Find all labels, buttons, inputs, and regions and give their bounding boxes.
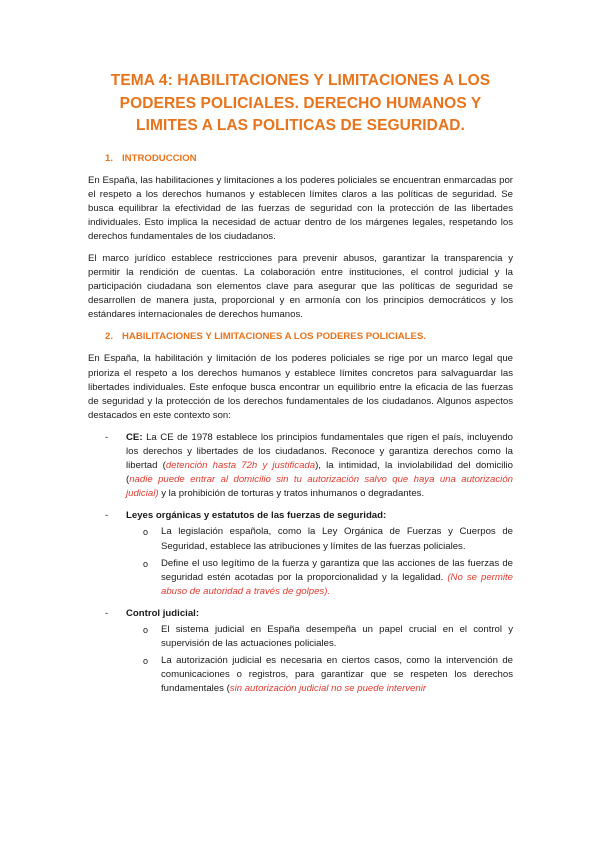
section-heading-habilitaciones bbox=[105, 330, 513, 344]
sub-list-item bbox=[126, 525, 513, 553]
dash-bullet: - bbox=[105, 431, 109, 443]
list-item-control-judicial bbox=[88, 607, 513, 697]
circle-bullet: o bbox=[143, 656, 149, 667]
circle-bullet: o bbox=[143, 625, 149, 636]
sub-item-text: El sistema judicial en España desempeña un papel crucial en el control y supervisión de las actuaciones policiales. bbox=[161, 624, 513, 650]
sub-list-item bbox=[126, 557, 513, 599]
sub-item-text: La autorización judicial es necesaria en ciertos casos, como la intervención de comunicaciones o registros, para garantizar que se respeten los derechos fundamentales ( bbox=[161, 655, 513, 695]
item-text: La CE de 1978 establece los principios fundamentales que rigen el país, incluyendo los derechos y libertades de los ciudadanos. Reconoce y garantiza derechos como la libertad ( bbox=[126, 431, 513, 472]
sub-item-text: La legislación española, como la Ley Orgánica de Fuerzas y Cuerpos de Seguridad, establece las atribuciones y límites de las fuerzas policiales. bbox=[161, 526, 513, 552]
item-label: CE: bbox=[126, 431, 143, 443]
list-item-body bbox=[126, 607, 513, 697]
list-item-body bbox=[126, 509, 513, 599]
circle-bullet: o bbox=[143, 558, 149, 569]
item-text: y la prohibición de torturas y tratos inhumanos o degradantes. bbox=[158, 488, 425, 500]
section-title: INTRODUCCION bbox=[122, 152, 197, 164]
document-title: TEMA 4: HABILITACIONES Y LIMITACIONES A LOS PODERES POLICIALES. DERECHO HUMANOS Y LIMITES A LAS POLITICAS DE SEGURIDAD. bbox=[110, 72, 491, 134]
sub-list bbox=[126, 525, 513, 598]
sub-list-item bbox=[126, 623, 513, 651]
annotation-note: nadie puede entrar al domicilio sin tu autorización salvo que haya una autorización judicial) bbox=[126, 474, 513, 500]
paragraph: En España, las habilitaciones y limitaciones a los poderes policiales se encuentran enmarcadas por el respeto a los derechos humanos y establecen límites claros a las políticas de seguridad. Se busca equilibrar la efectividad de las fuerzas de seguridad con la protección de las libertades individuales. Esto implica la necesidad de actuar dentro de los márgenes legales, respetando los derechos fundamentales de los ciudadanos. bbox=[88, 174, 513, 242]
item-text: ), la intimidad, la inviolabilidad del domicilio ( bbox=[126, 460, 514, 486]
item-label: Leyes orgánicas y estatutos de las fuerzas de seguridad: bbox=[126, 510, 387, 522]
dash-bullet: - bbox=[105, 607, 109, 619]
bullet-list bbox=[88, 431, 513, 697]
section-number: 1. bbox=[105, 152, 114, 164]
sub-list bbox=[126, 623, 513, 696]
annotation-note: (No se permite abuso de autoridad a través de golpes). bbox=[161, 571, 513, 597]
list-item-body bbox=[126, 431, 513, 501]
annotation-note: detención hasta 72h y justificada bbox=[165, 460, 316, 472]
paragraph: El marco jurídico establece restricciones para prevenir abusos, garantizar la transparencia y permitir la rendición de cuentas. La colaboración entre instituciones, el control judicial y la participación ciudadana son elementos clave para asegurar que las políticas de seguridad se desarrollen de manera justa, proporcional y en armonía con los principios democráticos y los estándares internacionales de derechos humanos. bbox=[88, 252, 513, 321]
list-item-ce bbox=[88, 431, 513, 501]
dash-bullet: - bbox=[105, 510, 109, 522]
sub-list-item bbox=[126, 654, 513, 696]
item-label: Control judicial: bbox=[126, 607, 200, 619]
list-item-leyes bbox=[88, 509, 513, 599]
paragraph: En España, la habilitación y limitación de los poderes policiales se rige por un marco legal que prioriza el respeto a los derechos humanos y establece límites concretos para salvaguardar las libertades individuales. Este enfoque busca encontrar un equilibrio entre la eficacia de las fuerzas de seguridad y la protección de los derechos fundamentales de los ciudadanos. Algunos aspectos destacados en este contexto son: bbox=[88, 353, 513, 421]
section-heading-introduccion bbox=[105, 152, 513, 166]
section-number: 2. bbox=[105, 331, 114, 343]
section-title: HABILITACIONES Y LIMITACIONES A LOS PODERES POLICIALES. bbox=[122, 331, 427, 343]
annotation-note: sin autorización judicial no se puede intervenir bbox=[229, 683, 427, 695]
sub-item-text: Define el uso legítimo de la fuerza y garantiza que las acciones de las fuerzas de seguridad estén acotadas por la proporcionalidad y la legalidad. bbox=[161, 557, 513, 583]
circle-bullet: o bbox=[143, 527, 149, 538]
